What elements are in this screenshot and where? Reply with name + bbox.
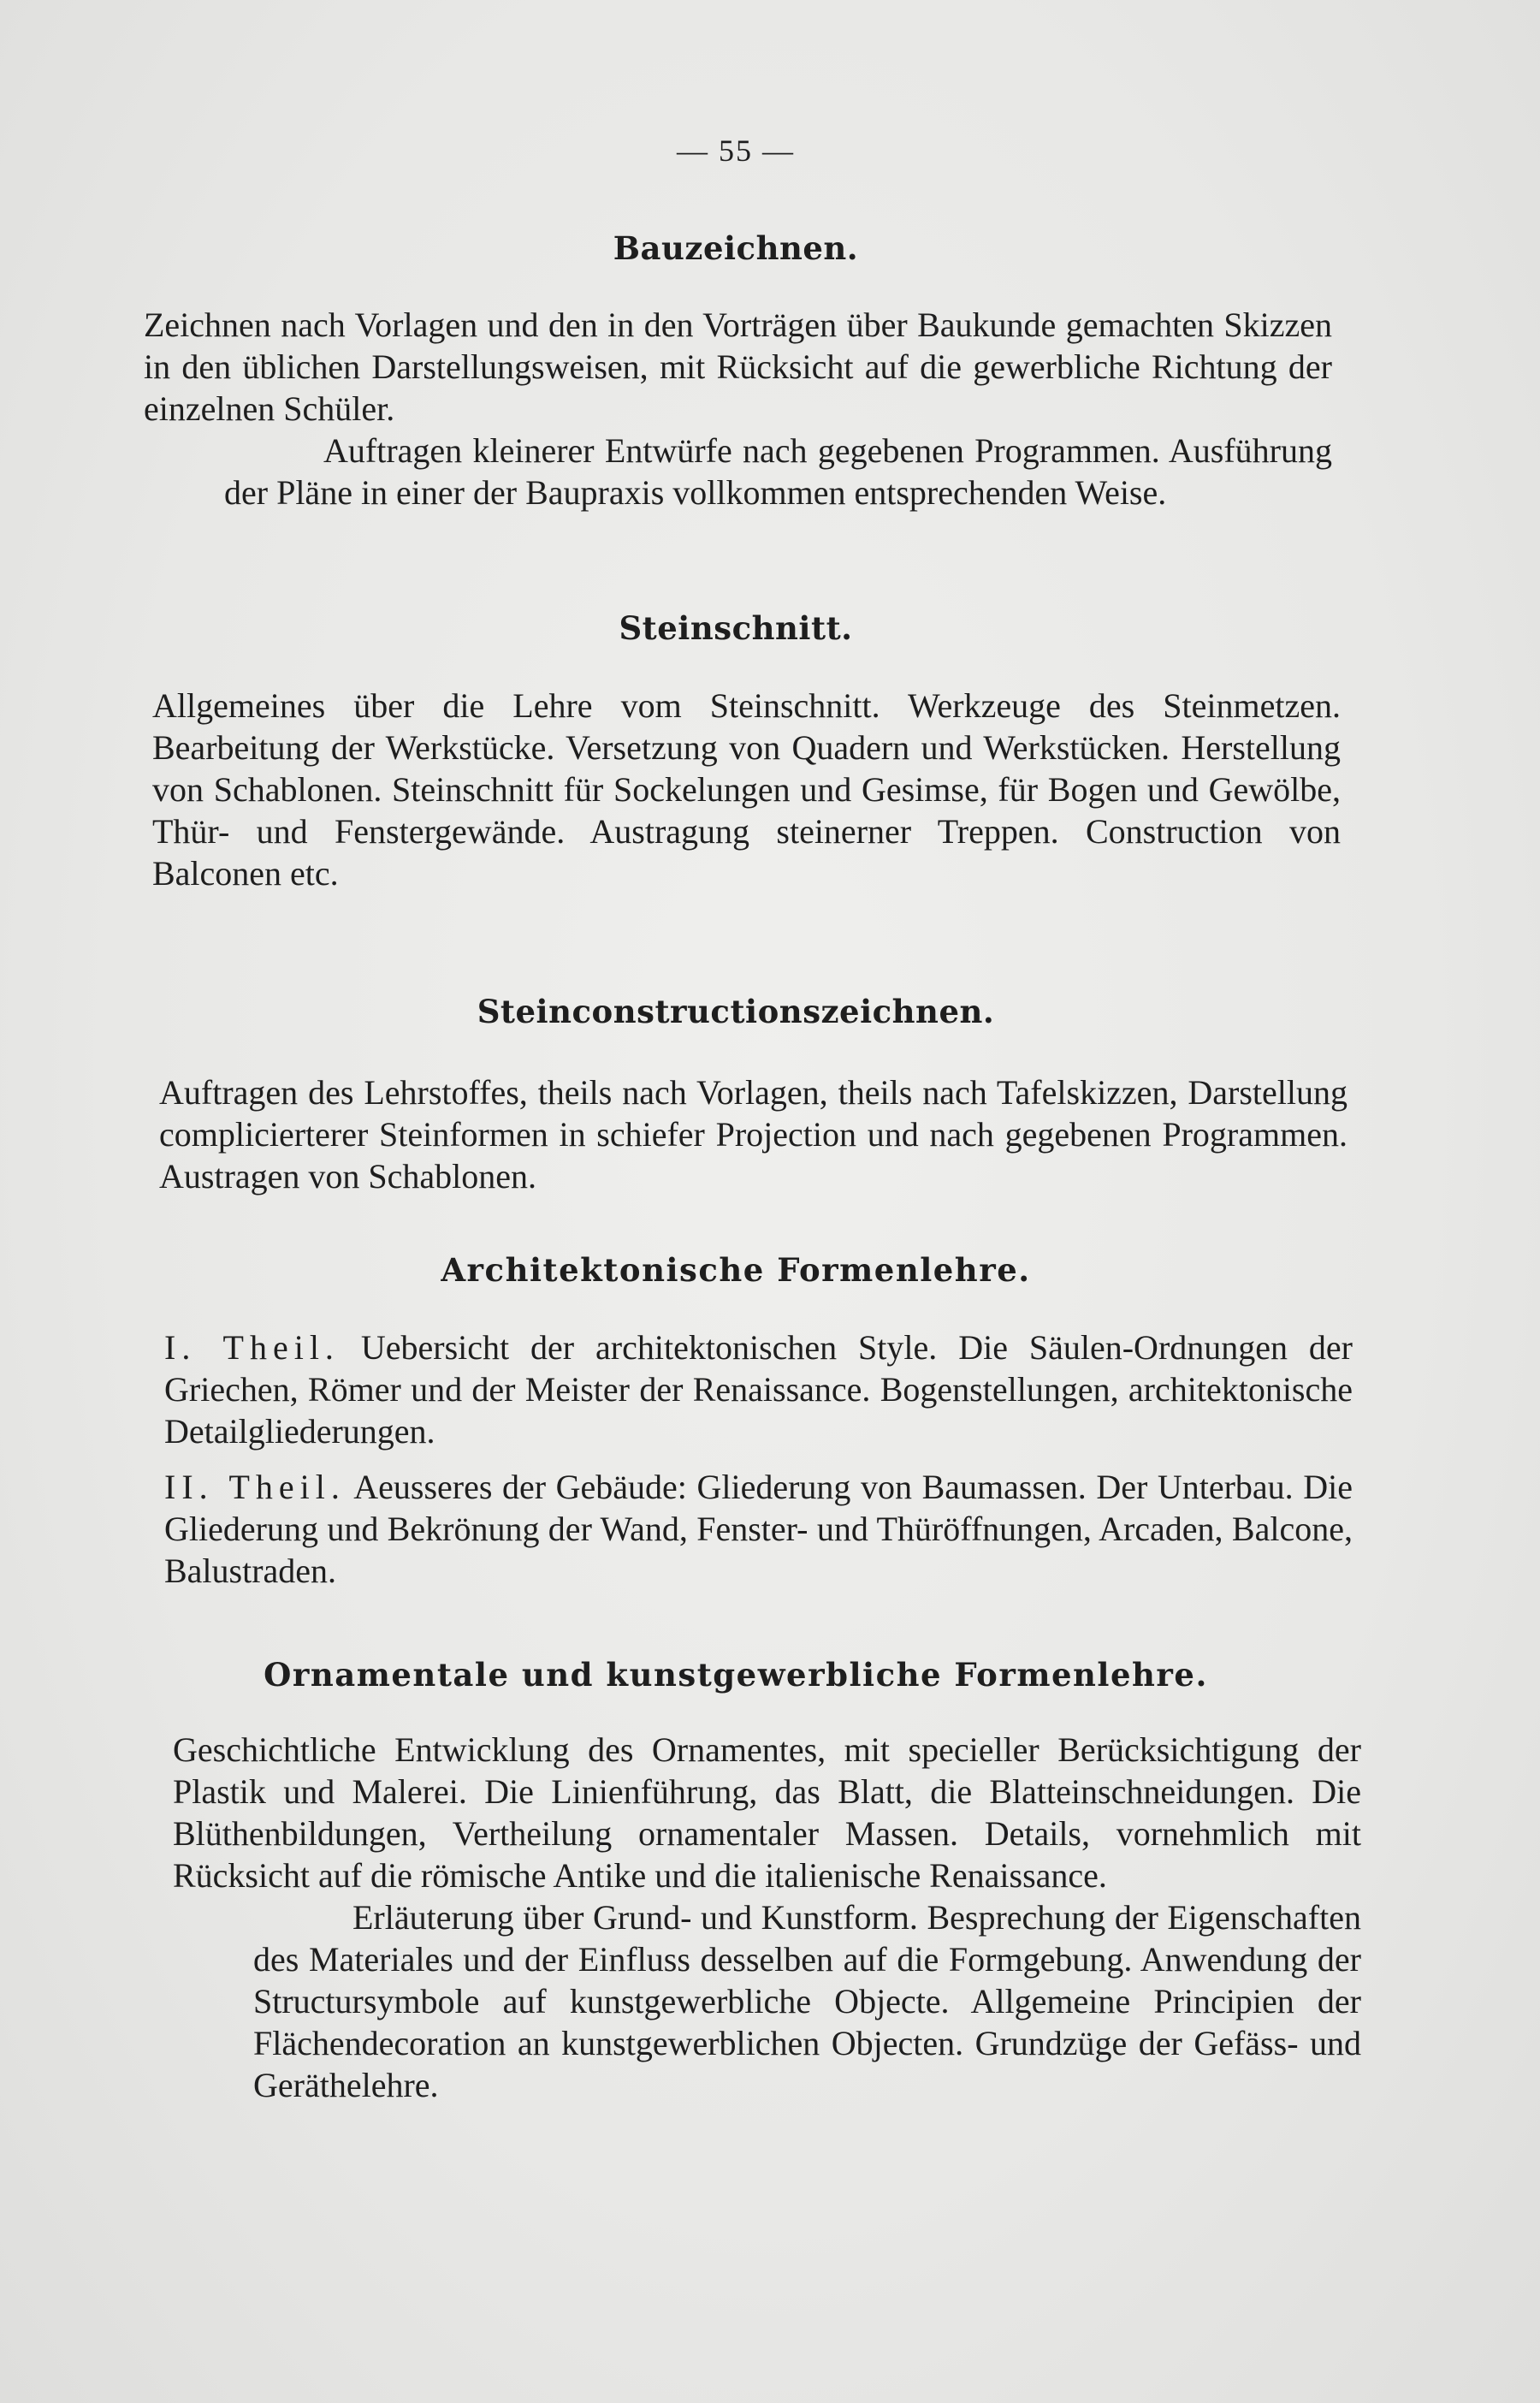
section-body-ornamentale-formenlehre xyxy=(173,1729,1361,2106)
item-label: I. Theil. xyxy=(164,1328,340,1367)
section-heading-bauzeichnen: Bauzeichnen. xyxy=(613,229,859,267)
section-body-steinschnitt xyxy=(152,685,1341,894)
item-text: Aeusseres der Gebäude: Gliederung von Baumassen. Der Unterbau. Die Gliederung und Bekrönung der Wand, Fenster- und Thüröffnungen, Arcaden, Balcone, Balustraden. xyxy=(164,1468,1353,1590)
list-item xyxy=(164,1326,1353,1452)
paragraph: Zeichnen nach Vorlagen und den in den Vorträgen über Baukunde gemachten Skizzen in den üblichen Darstellungsweisen, mit Rücksicht auf die gewerbliche Richtung der einzelnen Schüler. xyxy=(144,306,1332,428)
page-number: — 55 — xyxy=(677,134,795,168)
item-text: Uebersicht der architektonischen Style. Die Säulen-Ordnungen der Griechen, Römer und der Meister der Renaissance. Bogenstellungen, architektonische Detailgliederungen. xyxy=(164,1328,1353,1451)
paragraph: Auftragen kleinerer Entwürfe nach gegebenen Programmen. Ausführung der Pläne in einer der Baupraxis vollkommen entsprechenden Weise. xyxy=(224,431,1332,512)
section-heading-steinconstructionszeichnen: Steinconstructionszeichnen. xyxy=(477,993,995,1030)
item-label: II. Theil. xyxy=(164,1468,346,1506)
paragraph: Geschichtliche Entwicklung des Ornamentes, mit specieller Berücksichtigung der Plastik und Malerei. Die Linienführung, das Blatt, die Blatteinschneidungen. Die Blüthenbildungen, Vertheilung ornamentaler Massen. Details, vornehmlich mit Rücksicht auf die römische Antike und die italienische Renaissance. xyxy=(173,1730,1361,1895)
section-heading-steinschnitt: Steinschnitt. xyxy=(619,609,853,647)
section-body-bauzeichnen xyxy=(144,304,1332,513)
paragraph: Allgemeines über die Lehre vom Steinschnitt. Werkzeuge des Steinmetzen. Bearbeitung der Werkstücke. Versetzung von Quadern und Werkstücken. Herstellung von Schablonen. Steinschnitt für Sockelungen und Gesimse, für Bogen und Gewölbe, Thür- und Fenstergewände. Austragung steinerner Treppen. Construction von Balconen etc. xyxy=(152,686,1341,893)
paragraph: Erläuterung über Grund- und Kunstform. Besprechung der Eigenschaften des Materiales und der Einfluss desselben auf die Formgebung. Anwendung der Structursymbole auf kunstgewerbliche Objecte. Allgemeine Principien der Flächendecoration an kunstgewerblichen Objecten. Grundzüge der Gefäss- und Geräthelehre. xyxy=(253,1898,1361,2104)
section-body-steinconstructionszeichnen xyxy=(159,1071,1348,1197)
section-body-architektonische-formenlehre xyxy=(164,1326,1353,1592)
list-item xyxy=(164,1466,1353,1592)
section-heading-architektonische-formenlehre: Architektonische Formenlehre. xyxy=(441,1251,1031,1289)
paragraph: Auftragen des Lehrstoffes, theils nach Vorlagen, theils nach Tafelskizzen, Darstellung complicierterer Steinformen in schiefer Projection und nach gegebenen Programmen. Austragen von Schablonen. xyxy=(159,1073,1348,1196)
section-heading-ornamentale-formenlehre: Ornamentale und kunstgewerbliche Formenlehre. xyxy=(264,1656,1208,1694)
